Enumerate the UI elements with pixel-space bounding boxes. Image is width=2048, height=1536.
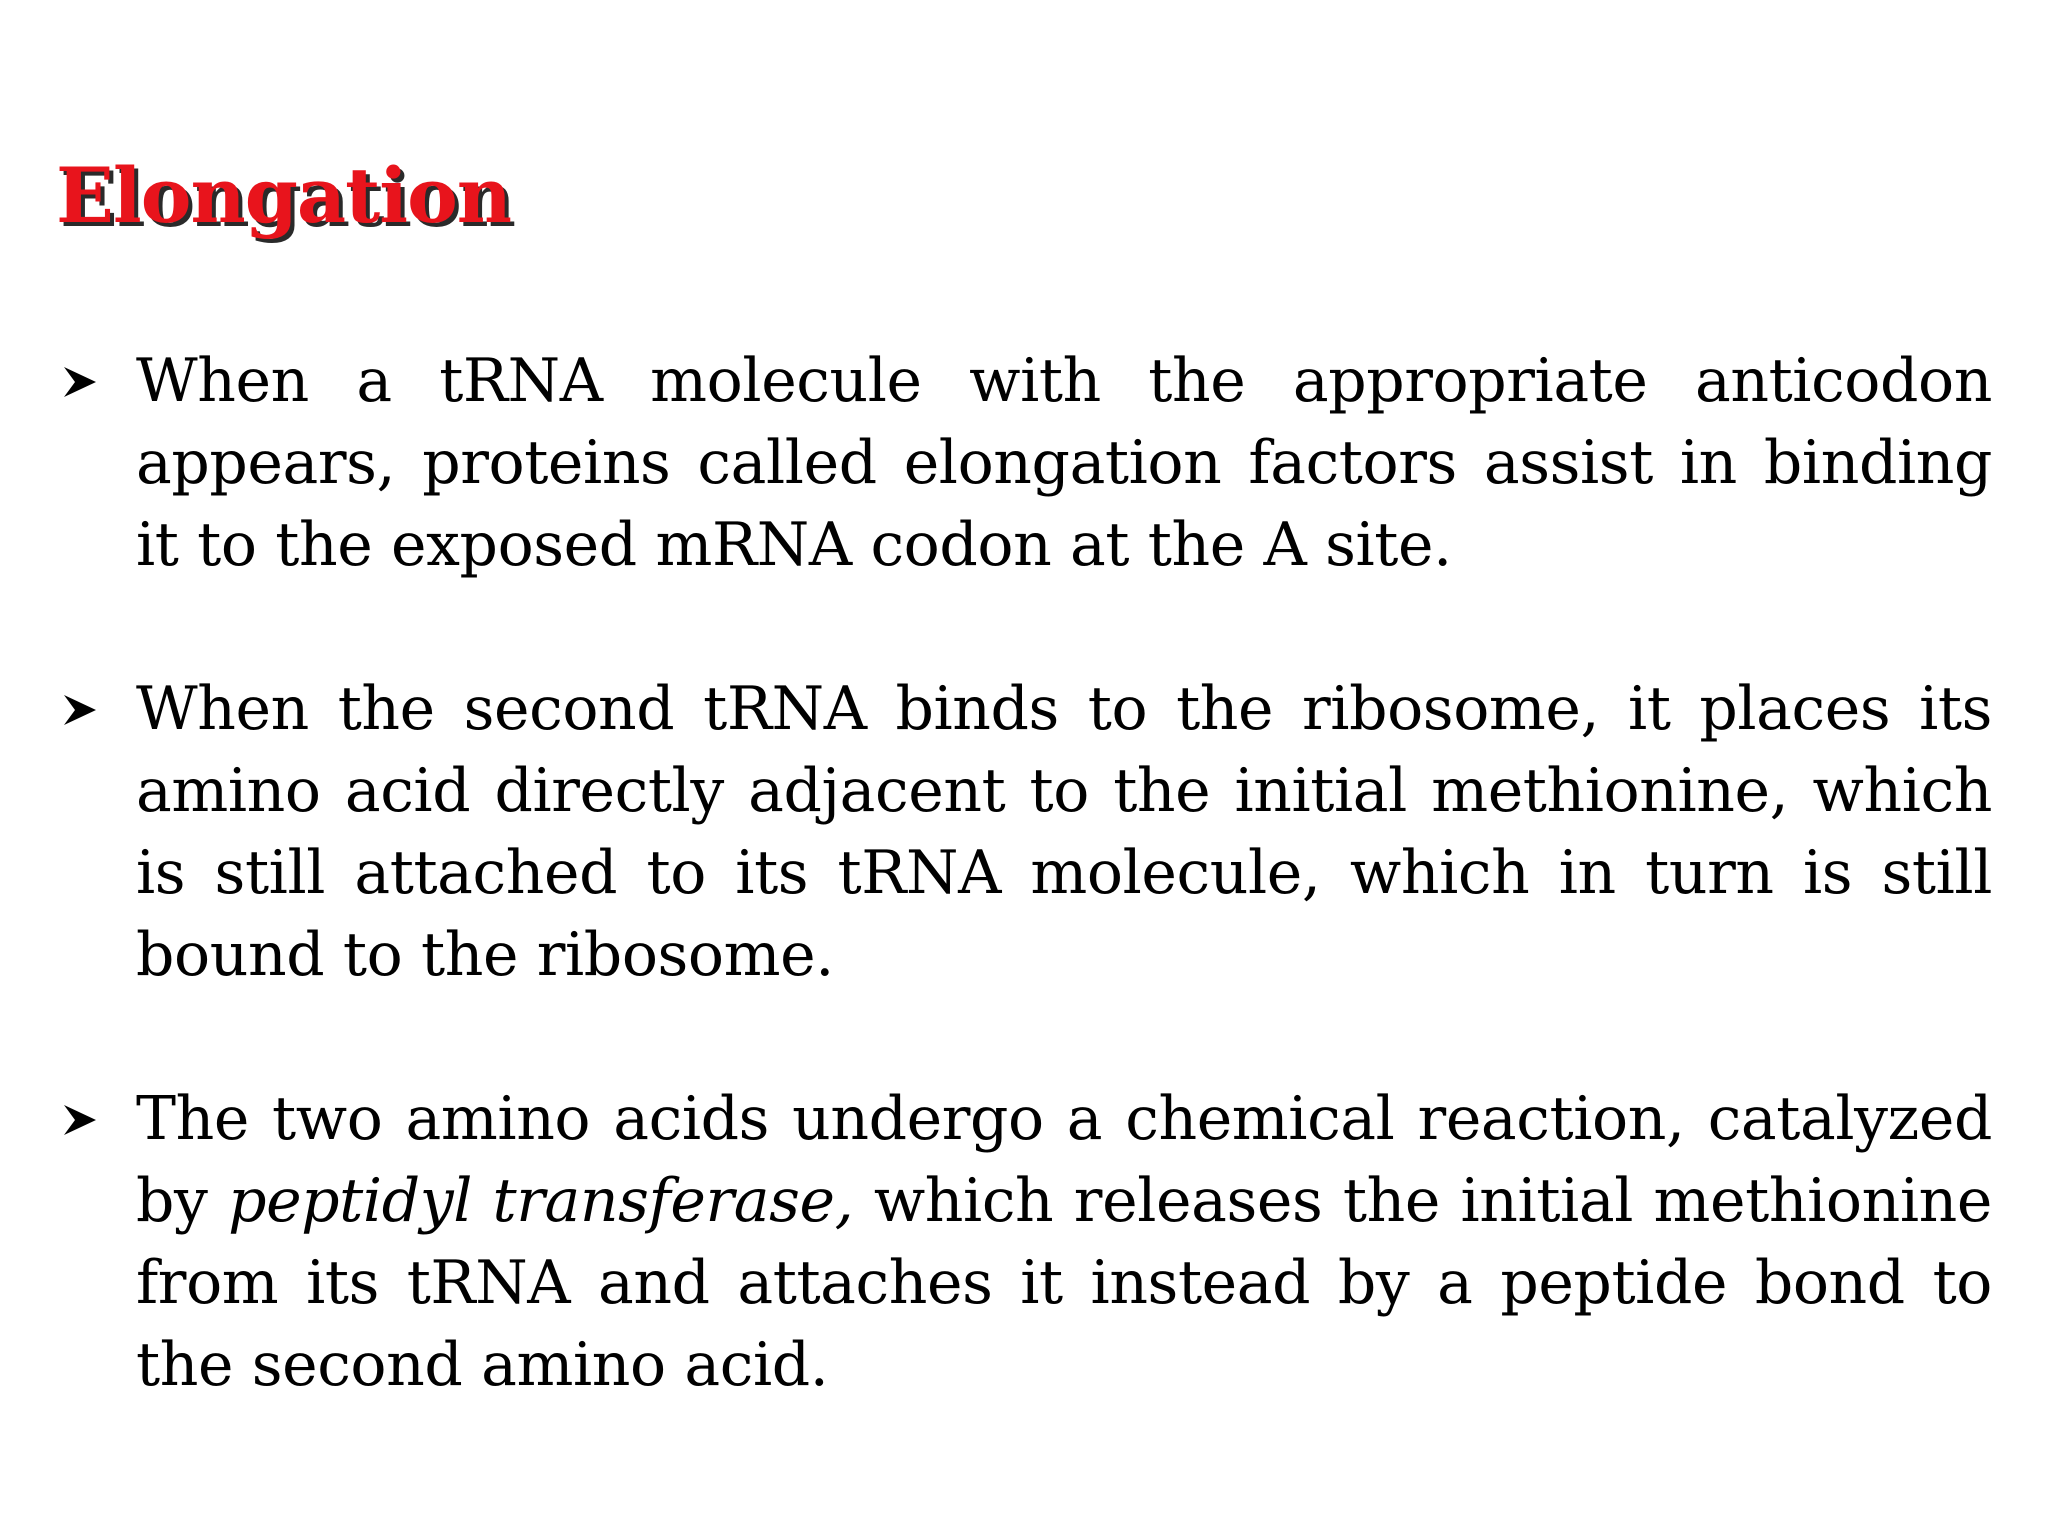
arrowhead-bullet-icon bbox=[60, 362, 100, 402]
bullet-list bbox=[56, 340, 1992, 1488]
slide-title: Elongation bbox=[56, 151, 512, 240]
bullet-text: When the second tRNA binds to the ribosome, it places its amino acid directly adjacent to the initial methionine, which is still attached to its tRNA molecule, which in turn is still bound to the ribosome. bbox=[136, 674, 1992, 990]
bullet-item bbox=[56, 1078, 1992, 1406]
arrowhead-bullet-icon bbox=[60, 1100, 100, 1140]
bullet-text: When a tRNA molecule with the appropriate anticodon appears, proteins called elongation factors assist in binding it to the exposed mRNA codon at the A site. bbox=[136, 346, 1992, 580]
bullet-text-end: which releases the initial methionine from its tRNA and attaches it instead by a peptide bond to the second amino acid. bbox=[136, 1166, 1992, 1400]
enzyme-name: peptidyl transferase, bbox=[228, 1166, 854, 1236]
arrowhead-bullet-icon bbox=[60, 690, 100, 730]
bullet-text bbox=[136, 1078, 1992, 1406]
bullet-text-start: The two amino acids undergo a chemical reaction, catalyzed by bbox=[136, 1084, 1992, 1236]
bullet-item bbox=[56, 340, 1992, 586]
bullet-item bbox=[56, 668, 1992, 996]
